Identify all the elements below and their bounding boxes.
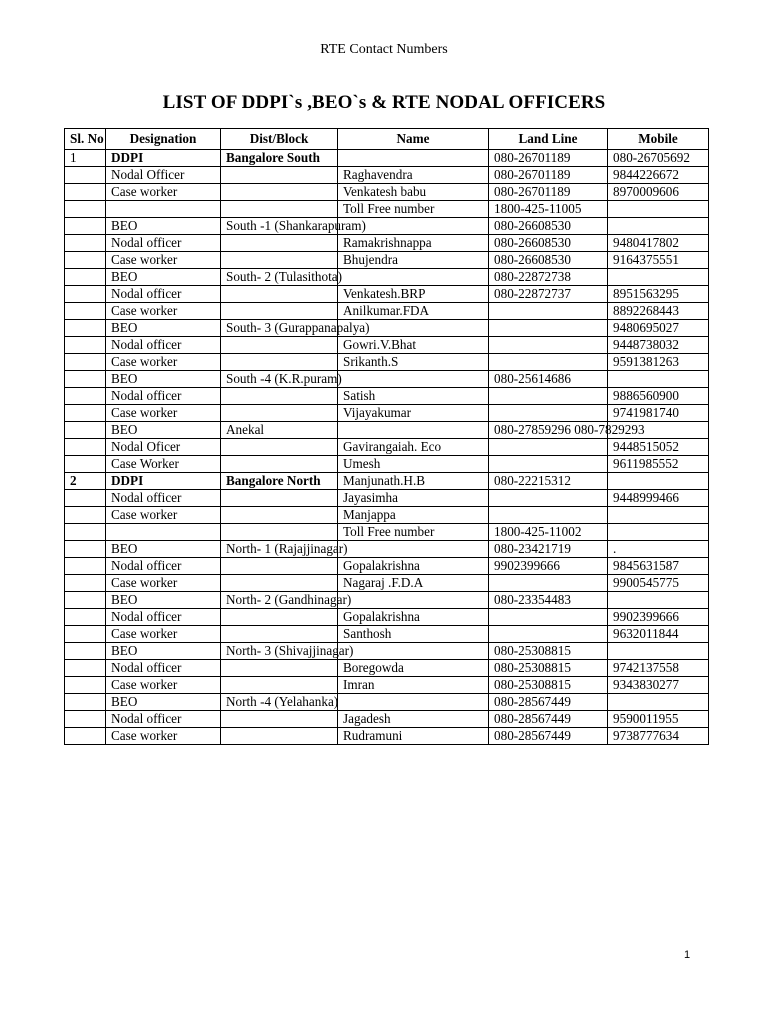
cell-mobile: 9886560900	[608, 388, 709, 405]
table-row	[65, 184, 709, 201]
cell-slno	[65, 592, 106, 609]
cell-name: Boregowda	[338, 660, 489, 677]
table-row	[65, 711, 709, 728]
cell-mobile: 9632011844	[608, 626, 709, 643]
cell-designation: Nodal officer	[106, 286, 221, 303]
table-row	[65, 388, 709, 405]
cell-slno	[65, 439, 106, 456]
cell-landline: 080-22872738	[489, 269, 608, 286]
cell-name	[338, 269, 489, 286]
cell-landline: 080-25308815	[489, 677, 608, 694]
cell-name: Toll Free number	[338, 524, 489, 541]
table-row	[65, 303, 709, 320]
cell-slno	[65, 694, 106, 711]
cell-name: Imran	[338, 677, 489, 694]
cell-block	[221, 660, 338, 677]
table-row	[65, 626, 709, 643]
cell-landline	[489, 626, 608, 643]
cell-slno	[65, 201, 106, 218]
cell-slno	[65, 388, 106, 405]
cell-designation: Nodal officer	[106, 711, 221, 728]
table-row	[65, 354, 709, 371]
cell-landline	[489, 320, 608, 337]
table-row	[65, 660, 709, 677]
cell-landline: 080-22215312	[489, 473, 608, 490]
cell-slno	[65, 218, 106, 235]
cell-block	[221, 677, 338, 694]
cell-landline: 080-28567449	[489, 711, 608, 728]
cell-landline: 080-26608530	[489, 235, 608, 252]
cell-block	[221, 626, 338, 643]
table-row	[65, 337, 709, 354]
table-row	[65, 575, 709, 592]
cell-designation	[106, 201, 221, 218]
cell-designation: Case worker	[106, 575, 221, 592]
cell-block	[221, 609, 338, 626]
cell-mobile	[608, 218, 709, 235]
cell-landline	[489, 456, 608, 473]
cell-name: Gopalakrishna	[338, 558, 489, 575]
cell-block	[221, 167, 338, 184]
page-number: 1	[684, 949, 691, 961]
cell-slno	[65, 575, 106, 592]
cell-name	[338, 422, 489, 439]
cell-slno	[65, 252, 106, 269]
cell-designation: Case worker	[106, 252, 221, 269]
cell-block: Bangalore South	[221, 150, 338, 167]
cell-designation: Case worker	[106, 507, 221, 524]
cell-block: North- 2 (Gandhinagar)	[221, 592, 338, 609]
cell-landline: 080-23421719	[489, 541, 608, 558]
cell-landline: 080-26701189	[489, 167, 608, 184]
table-row	[65, 507, 709, 524]
column-header-name: Name	[338, 129, 489, 150]
cell-name: Gopalakrishna	[338, 609, 489, 626]
cell-block	[221, 337, 338, 354]
cell-mobile	[608, 524, 709, 541]
cell-mobile: 9164375551	[608, 252, 709, 269]
table-row	[65, 490, 709, 507]
cell-landline: 9902399666	[489, 558, 608, 575]
cell-slno	[65, 269, 106, 286]
cell-landline: 080-26701189	[489, 184, 608, 201]
cell-designation: BEO	[106, 541, 221, 558]
cell-name: Venkatesh babu	[338, 184, 489, 201]
cell-slno	[65, 711, 106, 728]
cell-designation: Case worker	[106, 728, 221, 745]
cell-block	[221, 456, 338, 473]
cell-designation	[106, 524, 221, 541]
cell-landline: 080-28567449	[489, 728, 608, 745]
cell-block	[221, 728, 338, 745]
cell-landline	[489, 575, 608, 592]
cell-designation: BEO	[106, 694, 221, 711]
table-row	[65, 609, 709, 626]
cell-name: Manjappa	[338, 507, 489, 524]
cell-block	[221, 558, 338, 575]
cell-mobile	[608, 694, 709, 711]
cell-designation: Case Worker	[106, 456, 221, 473]
cell-designation: Nodal officer	[106, 490, 221, 507]
cell-designation: Nodal officer	[106, 609, 221, 626]
cell-name: Santhosh	[338, 626, 489, 643]
cell-block	[221, 184, 338, 201]
cell-designation: Case worker	[106, 184, 221, 201]
column-header-slno: Sl. No	[65, 129, 106, 150]
table-row	[65, 167, 709, 184]
cell-landline: 080-25614686	[489, 371, 608, 388]
cell-landline	[489, 490, 608, 507]
cell-block	[221, 388, 338, 405]
cell-slno	[65, 626, 106, 643]
page-header: RTE Contact Numbers	[320, 42, 448, 57]
table-row	[65, 150, 709, 167]
cell-name: Umesh	[338, 456, 489, 473]
cell-designation: Case worker	[106, 626, 221, 643]
cell-landline	[489, 507, 608, 524]
cell-slno	[65, 524, 106, 541]
cell-block	[221, 303, 338, 320]
cell-name: Gowri.V.Bhat	[338, 337, 489, 354]
cell-landline: 080-26701189	[489, 150, 608, 167]
cell-mobile: 080-26705692	[608, 150, 709, 167]
column-header-designation: Designation	[106, 129, 221, 150]
cell-mobile	[608, 269, 709, 286]
cell-landline: 080-25308815	[489, 643, 608, 660]
table-row	[65, 592, 709, 609]
cell-mobile: 9845631587	[608, 558, 709, 575]
cell-block: Bangalore North	[221, 473, 338, 490]
table-row	[65, 252, 709, 269]
cell-block	[221, 439, 338, 456]
cell-slno	[65, 660, 106, 677]
cell-landline: 1800-425-11002	[489, 524, 608, 541]
cell-designation: DDPI	[106, 150, 221, 167]
table-row	[65, 201, 709, 218]
cell-name: Ramakrishnappa	[338, 235, 489, 252]
table-row	[65, 320, 709, 337]
cell-block: North- 1 (Rajajjinagar)	[221, 541, 338, 558]
column-header-landline: Land Line	[489, 129, 608, 150]
contacts-table	[64, 128, 709, 745]
table-row	[65, 677, 709, 694]
cell-mobile: 9590011955	[608, 711, 709, 728]
table-row	[65, 371, 709, 388]
table-row	[65, 541, 709, 558]
cell-name	[338, 371, 489, 388]
cell-name: Srikanth.S	[338, 354, 489, 371]
cell-mobile: 9448999466	[608, 490, 709, 507]
table-row	[65, 728, 709, 745]
cell-landline: 080-26608530	[489, 218, 608, 235]
cell-designation: BEO	[106, 371, 221, 388]
cell-name: Nagaraj .F.D.A	[338, 575, 489, 592]
cell-block: North- 3 (Shivajjinagar)	[221, 643, 338, 660]
cell-mobile: 9591381263	[608, 354, 709, 371]
cell-landline	[489, 609, 608, 626]
cell-landline: 080-23354483	[489, 592, 608, 609]
cell-mobile	[608, 592, 709, 609]
cell-mobile	[608, 473, 709, 490]
cell-mobile: 9902399666	[608, 609, 709, 626]
cell-slno	[65, 490, 106, 507]
document-title: LIST OF DDPI`s ,BEO`s & RTE NODAL OFFICERS	[162, 92, 606, 113]
cell-designation: Case worker	[106, 677, 221, 694]
cell-slno: 2	[65, 473, 106, 490]
table-row	[65, 473, 709, 490]
cell-name: Vijayakumar	[338, 405, 489, 422]
cell-slno	[65, 286, 106, 303]
cell-block: South- 3 (Gurappanapalya)	[221, 320, 338, 337]
cell-block	[221, 286, 338, 303]
cell-designation: BEO	[106, 320, 221, 337]
cell-slno	[65, 354, 106, 371]
cell-designation: BEO	[106, 592, 221, 609]
table-row	[65, 269, 709, 286]
cell-name: Jagadesh	[338, 711, 489, 728]
cell-designation: BEO	[106, 218, 221, 235]
table-row	[65, 558, 709, 575]
cell-block	[221, 490, 338, 507]
cell-designation: BEO	[106, 269, 221, 286]
cell-mobile	[608, 507, 709, 524]
cell-name	[338, 592, 489, 609]
cell-slno	[65, 167, 106, 184]
cell-slno: 1	[65, 150, 106, 167]
cell-block	[221, 405, 338, 422]
table-row	[65, 694, 709, 711]
cell-landline	[489, 388, 608, 405]
cell-mobile: 9448738032	[608, 337, 709, 354]
cell-landline	[489, 337, 608, 354]
cell-designation: BEO	[106, 422, 221, 439]
cell-block: Anekal	[221, 422, 338, 439]
cell-slno	[65, 184, 106, 201]
cell-mobile: 9738777634	[608, 728, 709, 745]
cell-block	[221, 507, 338, 524]
cell-landline: 080-26608530	[489, 252, 608, 269]
cell-name	[338, 643, 489, 660]
cell-designation: Nodal officer	[106, 388, 221, 405]
cell-landline: 080-25308815	[489, 660, 608, 677]
cell-mobile	[608, 643, 709, 660]
cell-designation: BEO	[106, 643, 221, 660]
cell-mobile: 9448515052	[608, 439, 709, 456]
cell-landline	[489, 303, 608, 320]
table-row	[65, 524, 709, 541]
table-row	[65, 405, 709, 422]
table-body	[65, 150, 709, 745]
cell-landline	[489, 354, 608, 371]
cell-slno	[65, 609, 106, 626]
cell-landline: 080-27859296 080-7829293	[489, 422, 608, 439]
cell-slno	[65, 677, 106, 694]
cell-mobile: 8970009606	[608, 184, 709, 201]
cell-slno	[65, 541, 106, 558]
cell-block	[221, 524, 338, 541]
cell-slno	[65, 235, 106, 252]
cell-slno	[65, 371, 106, 388]
cell-designation: Nodal officer	[106, 235, 221, 252]
cell-block	[221, 575, 338, 592]
cell-designation: Nodal officer	[106, 558, 221, 575]
cell-mobile: 9611985552	[608, 456, 709, 473]
cell-mobile: 8892268443	[608, 303, 709, 320]
cell-block: North -4 (Yelahanka)	[221, 694, 338, 711]
cell-mobile: 9741981740	[608, 405, 709, 422]
cell-mobile: 9900545775	[608, 575, 709, 592]
cell-name: Raghavendra	[338, 167, 489, 184]
cell-slno	[65, 728, 106, 745]
table-row	[65, 439, 709, 456]
cell-mobile: 9844226672	[608, 167, 709, 184]
cell-slno	[65, 337, 106, 354]
table-header-row	[65, 129, 709, 150]
cell-slno	[65, 422, 106, 439]
cell-designation: Nodal officer	[106, 337, 221, 354]
cell-name	[338, 541, 489, 558]
cell-name: Bhujendra	[338, 252, 489, 269]
cell-designation: Nodal Oficer	[106, 439, 221, 456]
cell-mobile: .	[608, 541, 709, 558]
cell-slno	[65, 405, 106, 422]
cell-block: South- 2 (Tulasithota)	[221, 269, 338, 286]
cell-designation: Nodal officer	[106, 660, 221, 677]
cell-landline: 080-22872737	[489, 286, 608, 303]
cell-mobile	[608, 201, 709, 218]
cell-designation: Nodal Officer	[106, 167, 221, 184]
cell-block	[221, 711, 338, 728]
cell-slno	[65, 320, 106, 337]
cell-mobile: 9480417802	[608, 235, 709, 252]
cell-designation: Case worker	[106, 303, 221, 320]
cell-designation: Case worker	[106, 405, 221, 422]
table-row	[65, 422, 709, 439]
cell-block: South -1 (Shankarapuram)	[221, 218, 338, 235]
cell-landline: 1800-425-11005	[489, 201, 608, 218]
cell-mobile: 8951563295	[608, 286, 709, 303]
cell-name: Manjunath.H.B	[338, 473, 489, 490]
cell-block	[221, 235, 338, 252]
cell-slno	[65, 303, 106, 320]
cell-name: Gavirangaiah. Eco	[338, 439, 489, 456]
cell-mobile: 9343830277	[608, 677, 709, 694]
table-row	[65, 286, 709, 303]
cell-landline: 080-28567449	[489, 694, 608, 711]
cell-block	[221, 252, 338, 269]
table-row	[65, 456, 709, 473]
cell-mobile: 9480695027	[608, 320, 709, 337]
cell-block: South -4 (K.R.puram)	[221, 371, 338, 388]
column-header-block: Dist/Block	[221, 129, 338, 150]
cell-designation: Case worker	[106, 354, 221, 371]
table-row	[65, 235, 709, 252]
table-row	[65, 218, 709, 235]
cell-name: Jayasimha	[338, 490, 489, 507]
cell-slno	[65, 558, 106, 575]
column-header-mobile: Mobile	[608, 129, 709, 150]
cell-name	[338, 694, 489, 711]
cell-name: Venkatesh.BRP	[338, 286, 489, 303]
cell-name: Toll Free number	[338, 201, 489, 218]
cell-landline	[489, 439, 608, 456]
cell-block	[221, 354, 338, 371]
cell-landline	[489, 405, 608, 422]
cell-name: Anilkumar.FDA	[338, 303, 489, 320]
cell-slno	[65, 507, 106, 524]
cell-slno	[65, 643, 106, 660]
cell-designation: DDPI	[106, 473, 221, 490]
cell-name: Rudramuni	[338, 728, 489, 745]
cell-name: Satish	[338, 388, 489, 405]
cell-mobile	[608, 371, 709, 388]
cell-name	[338, 150, 489, 167]
cell-mobile: 9742137558	[608, 660, 709, 677]
cell-block	[221, 201, 338, 218]
table-row	[65, 643, 709, 660]
cell-slno	[65, 456, 106, 473]
